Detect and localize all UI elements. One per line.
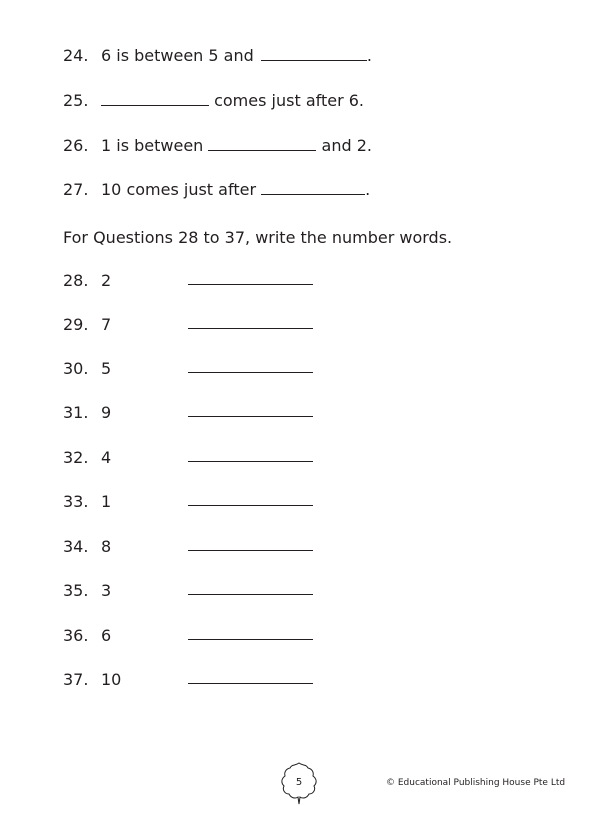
question-32 — [63, 448, 161, 468]
question-value: 9 — [101, 403, 112, 422]
question-value: 10 — [101, 670, 122, 689]
question-text-after: . — [365, 180, 371, 199]
question-34 — [63, 537, 161, 557]
question-value: 1 — [101, 492, 112, 511]
answer-line-36[interactable] — [188, 639, 313, 640]
leaf-icon — [278, 760, 320, 806]
question-value: 8 — [101, 537, 112, 556]
copyright-text: © Educational Publishing House Pte Ltd — [386, 778, 566, 788]
question-value: 3 — [101, 581, 112, 600]
answer-line-35[interactable] — [188, 594, 313, 595]
question-text: 1 is between — [101, 136, 204, 155]
instruction-text: For Questions 28 to 37, write the number words. — [63, 228, 453, 247]
page-footer — [0, 760, 600, 810]
question-number: 25. — [63, 91, 89, 110]
question-value: 6 — [101, 626, 112, 645]
question-number: 27. — [63, 180, 89, 199]
question-value: 2 — [101, 271, 112, 290]
question-24 — [63, 46, 372, 66]
answer-blank[interactable] — [101, 93, 209, 106]
question-33 — [63, 492, 161, 512]
answer-blank[interactable] — [261, 48, 367, 61]
question-number: 35. — [63, 581, 89, 600]
question-26 — [63, 136, 372, 156]
question-36 — [63, 626, 161, 646]
page-number: 5 — [295, 777, 303, 788]
question-number: 30. — [63, 359, 89, 378]
answer-line-31[interactable] — [188, 416, 313, 417]
question-number: 33. — [63, 492, 89, 511]
question-text-after: and 2. — [321, 136, 372, 155]
question-number: 26. — [63, 136, 89, 155]
question-number: 34. — [63, 537, 89, 556]
question-29 — [63, 315, 161, 335]
question-text-after: comes just after 6. — [214, 91, 365, 110]
question-number: 36. — [63, 626, 89, 645]
question-25 — [63, 91, 364, 111]
question-number: 31. — [63, 403, 89, 422]
question-text: 10 comes just after — [101, 180, 257, 199]
question-30 — [63, 359, 161, 379]
question-value: 5 — [101, 359, 112, 378]
answer-line-32[interactable] — [188, 461, 313, 462]
answer-line-33[interactable] — [188, 505, 313, 506]
question-number: 37. — [63, 670, 89, 689]
question-text: 6 is between 5 and — [101, 46, 254, 65]
question-37 — [63, 670, 161, 690]
question-number: 32. — [63, 448, 89, 467]
question-number: 28. — [63, 271, 89, 290]
question-28 — [63, 271, 161, 291]
question-text-after: . — [366, 46, 372, 65]
question-35 — [63, 581, 161, 601]
answer-blank[interactable] — [208, 138, 316, 151]
answer-blank[interactable] — [261, 182, 365, 195]
answer-line-28[interactable] — [188, 284, 313, 285]
question-31 — [63, 403, 161, 423]
question-27 — [63, 180, 370, 200]
answer-line-37[interactable] — [188, 683, 313, 684]
question-number: 29. — [63, 315, 89, 334]
question-value: 4 — [101, 448, 112, 467]
question-value: 7 — [101, 315, 112, 334]
answer-line-29[interactable] — [188, 328, 313, 329]
answer-line-34[interactable] — [188, 550, 313, 551]
question-number: 24. — [63, 46, 89, 65]
answer-line-30[interactable] — [188, 372, 313, 373]
